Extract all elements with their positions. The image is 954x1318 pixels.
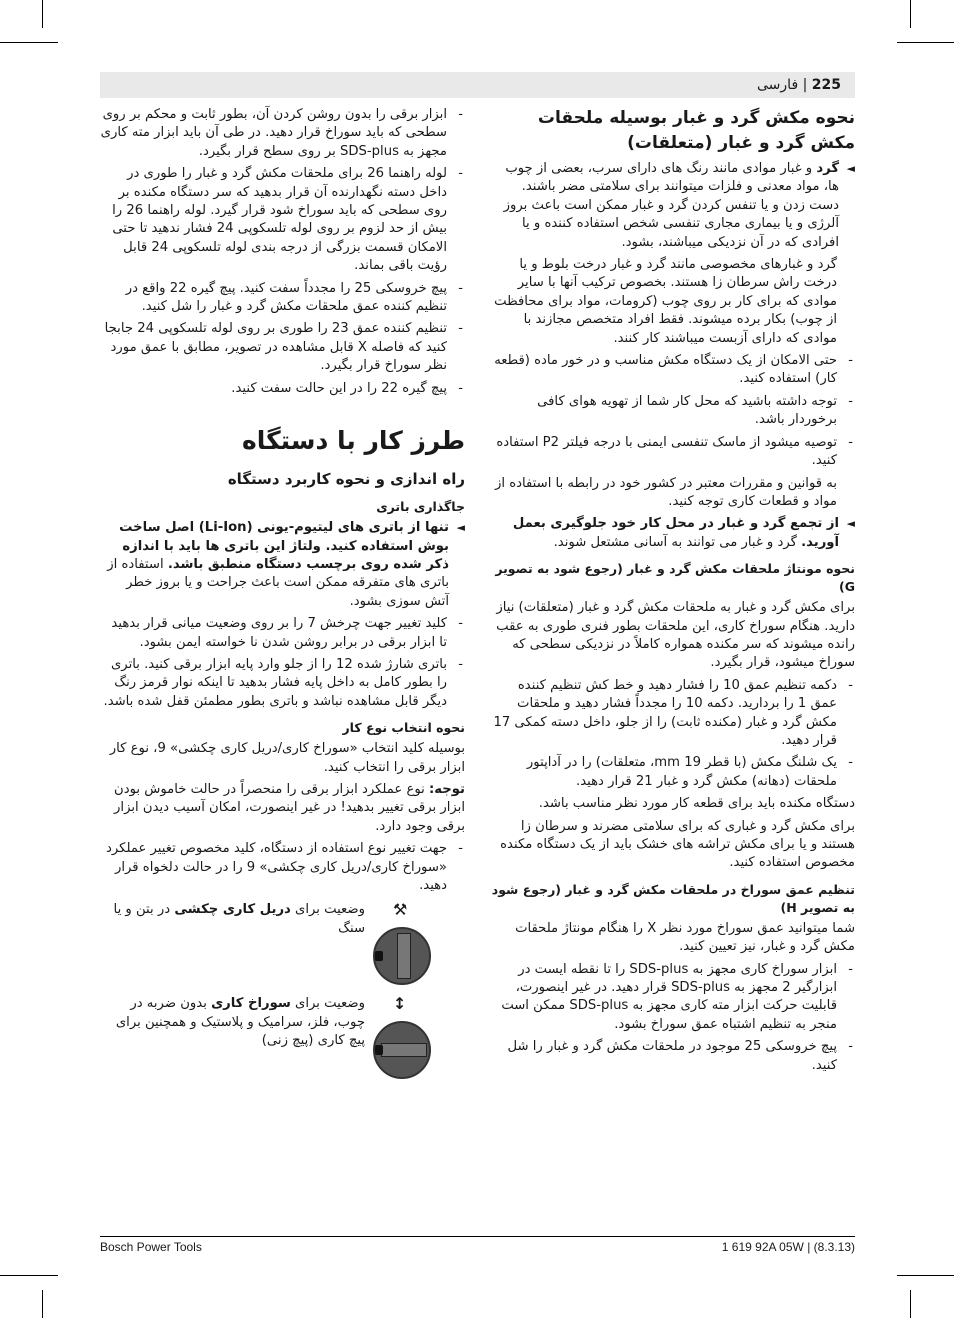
depth-item: - پیچ گیره 22 را در این حالت سفت کنید.: [100, 380, 465, 398]
warning-dust: ◄ گرد و غبار موادی مانند رنگ های دارای سرب، بعضی از چوب ها، مواد معدنی و فلزات میتوانند برای سلامتی مضر باشند. دست زدن و یا تنفس کردن گرد و غبار ممکن است باعث بروز آلرژی و یا بیماری مجاری تنفسی شخص استفاده کننده و یا افرادی که در آن نزدیکی میباشند، بشود.: [490, 160, 855, 252]
install-note: دستگاه مکنده باید برای قطعه کار مورد نظر مناسب باشد.: [538, 796, 855, 812]
hammer-drill-icon: ⚒: [393, 900, 408, 920]
dust-item: - حتی الامکان از یک دستگاه مکش مناسب و در خور ماده (قطعه کار) استفاده کنید.: [490, 352, 855, 389]
heading-install: نحوه مونتاژ ملحقات مکش گرد و غبار (رجوع شود به تصویر G): [495, 561, 855, 595]
crop-mark: [897, 42, 954, 43]
depth-item: - ابزار برقی را بدون روشن کردن آن، بطور ثابت و محکم بر روی سطحی که باید سوراخ قرار دهید. در طی آن باید ابزار مته کاری مجهز به SDS-plus بر روی سطح قرار بگیرد.: [100, 106, 465, 161]
mode-item: - جهت تغییر نوع استفاده از دستگاه، کلید مخصوص تغییر عملکرد «سوراخ کاری/دریل کاری چکشی» 9 را در حالت دلخواه قرار دهید.: [100, 840, 465, 895]
hammer-mode-figure: [365, 901, 445, 989]
warning-battery: ◄ تنها از باتری های لیتیوم-یونی (Li-Ion) اصل ساخت بوش استفاده کنید. ولتاژ این باتری ها باید با اندازه ذکر شده روی برچسب دستگاه منطبق باشد. استفاده از باتری های متفرقه ممکن است باعث جراحت و یا بروز خطر آتش سوزی بشود.: [100, 519, 465, 611]
mode-drill-row: [100, 995, 465, 1083]
drill-mode-text: وضعیت برای سوراخ کاری بدون ضربه در چوب، فلز، سرامیک و پلاستیک و همچنین برای پیچ کاری (پیچ زنی): [115, 996, 365, 1049]
depth-item: - لوله راهنما 26 برای ملحقات مکش گرد و غبار را طوری در داخل دسته نگهدارنده آن قرار بدهید که سر دستگاه مکنده بر روی سطحی که باید سوراخ شود قرار گیرد. لوله راهنما 26 را بیش از حد لزوم بر روی لوله تلسکوپی 24 فشار ندهید تا حتی الامکان قسمت بزرگی از درجه بندی لوله تلسکوپی 24 قابل رؤیت باقی بماند.: [100, 165, 465, 275]
header-text: 225 | فارسی: [757, 77, 841, 93]
crop-mark: [42, 0, 43, 28]
crop-mark: [910, 1290, 911, 1318]
drill-mode-figure: [365, 995, 445, 1083]
warning-dust-2: گرد و غبارهای مخصوصی مانند گرد و غبار درخت بلوط و یا درخت راش سرطان زا هستند. بخصوص ترکیب آنها با سایر موادی که برای کار بر روی چوب (کرومات، مواد برای محافظت از چوب) بکار برده میشوند. فقط افراد متخصص مجازند با موادی که دارای آزبست میباشند کار کنند.: [494, 257, 837, 346]
crop-mark: [910, 0, 911, 28]
crop-mark: [0, 42, 58, 43]
left-column: [100, 106, 465, 1083]
mode-hammer-row: [100, 901, 465, 989]
depth-item: - تنظیم کننده عمق 23 را طوری بر روی لوله تلسکوپی 24 جابجا کنید که فاصله X قابل مشاهده در تصویر، مطابق با عمق مورد نظر سوراخ قرار بگیرد.: [100, 320, 465, 375]
page-number: 225: [811, 77, 841, 93]
header-language: فارسی: [757, 77, 799, 93]
install-text: برای مکش گرد و غبار به ملحقات مکش گرد و غبار (متعلقات) نیاز دارید. هنگام سوراخ کاری، این ملحقات بطور فنری طوری به عقب رانده میشوند که سر مکنده همواره کاملاً در نزدیکی سطحی که سوراخ میشود، قرار بگیرد.: [496, 600, 855, 671]
warning-accumulation: ◄ از تجمع گرد و غبار در محل کار خود جلوگیری بعمل آورید. گرد و غبار می توانند به آسانی مشتعل شوند.: [490, 515, 855, 552]
dust-item: - توصیه میشود از ماسک تنفسی ایمنی با درجه فیلتر P2 استفاده کنید.: [490, 434, 855, 471]
depth-text: شما میتوانید عمق سوراخ مورد نظر X را هنگام مونتاژ ملحقات مکش گرد و غبار، نیز تعیین کنید.: [515, 920, 855, 955]
footer-doc-number: 1 619 92A 05W | (8.3.13): [721, 1240, 855, 1254]
crop-mark: [42, 1290, 43, 1318]
page-header: [100, 72, 855, 98]
depth-item: - ابزار سوراخ کاری مجهز به SDS-plus را تا نقطه ایست در ابزارگیر 2 مجهز به SDS-plus قرار دهید. در غیر اینصورت، قابلیت حرکت ابزار مته کاری مجهز به SDS-plus ممکن است منجر به تنظیم اشتباه عمق سوراخ بشود.: [490, 961, 855, 1035]
install-note-2: برای مکش گرد و غباری که برای سلامتی مضرند و سرطان زا هستند و یا برای مکش تراشه های خشک باید از یک دستگاه مکنده مخصوص استفاده کنید.: [500, 818, 855, 871]
drill-icon: ↕: [393, 994, 407, 1014]
right-column: [490, 106, 855, 1079]
laws-text: به قوانین و مقررات معتبر در کشور خود در رابطه با استفاده از مواد و قطعات کاری توجه کنید.: [494, 475, 837, 509]
heading-depth: تنظیم عمق سوراخ در ملحقات مکش گرد و غبار (رجوع شود به تصویر H): [491, 881, 855, 915]
heading-mode: نحوه انتخاب نوع کار: [342, 720, 465, 736]
footer-rule: [100, 1236, 855, 1237]
depth-item: - پیچ خروسکی 25 موجود در ملحقات مکش گرد و غبار را شل کنید.: [490, 1038, 855, 1075]
footer-brand: Bosch Power Tools: [100, 1240, 202, 1254]
note-text: توجه: نوع عملکرد ابزار برقی را منحصراً در حالت خاموش بودن ابزار برقی تغییر بدهید! در غیر اینصورت، امکان آسیب دیدن ابزار برقی وجود دارد.: [114, 781, 465, 834]
depth-item: - پیچ خروسکی 25 را مجدداً سفت کنید. پیچ گیره 22 واقع در تنظیم کننده عمق ملحقات مکش گرد و غبار را شل کنید.: [100, 280, 465, 317]
mode-selector-knob: [373, 1021, 431, 1079]
install-item: - دکمه تنظیم عمق 10 را فشار دهید و خط کش تنظیم کننده عمق 1 را بردارید. دکمه 10 را مجدداً فشار دهید و ملحقات مکش گرد و غبار (مکنده ثابت) را از جلو، داخل دسته کمکی 17 قرار دهید.: [490, 677, 855, 751]
crop-mark: [897, 1275, 954, 1276]
battery-item: - باتری شارژ شده 12 را از جلو وارد پایه ابزار برقی کنید. باتری را بطور کامل به داخل پایه فشار بدهید تا اینکه نوار قرمز رنگ دیگر قابل مشاهده نباشد و باتری بطور مطمئن قفل شده باشد.: [100, 656, 465, 711]
mode-selector-knob: [373, 927, 431, 985]
hammer-mode-text: وضعیت برای دریل کاری چکشی در بتن و یا سنگ: [113, 902, 365, 936]
section-title-dust: نحوه مکش گرد و غبار بوسیله ملحقات مکش گرد و غبار (متعلقات): [537, 108, 855, 153]
dust-item: - توجه داشته باشید که محل کار شما از تهویه هوای کافی برخوردار باشد.: [490, 393, 855, 430]
crop-mark: [0, 1275, 58, 1276]
battery-item: - کلید تغییر جهت چرخش 7 را بر روی وضعیت میانی قرار بدهید تا ابزار برقی در برابر روشن شدن نا خواسته ایمن بشود.: [100, 615, 465, 652]
install-item: - یک شلنگ مکش (با قطر 19 mm، متعلقات) را در آداپتور ملحقات (دهانه) مکش گرد و غبار 21 قرار دهید.: [490, 754, 855, 791]
heading-operation: طرز کار با دستگاه: [242, 426, 465, 456]
heading-startup: راه اندازی و نحوه کاربرد دستگاه: [227, 470, 465, 489]
mode-text: بوسیله کلید انتخاب «سوراخ کاری/دریل کاری چکشی» 9، نوع کار ابزار برقی را انتخاب کنید.: [109, 741, 465, 775]
heading-battery: جاگذاری باتری: [376, 499, 465, 515]
